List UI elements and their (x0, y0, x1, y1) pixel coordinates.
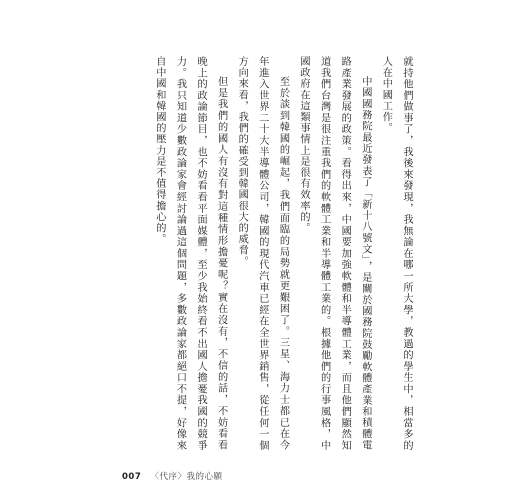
page-footer (122, 470, 222, 482)
paragraph: 中國國務院最近發表了「新十八號文」，是關於國務院鼓勵軟體產業和積體電路產業發展的政策。看得出來，中國要加強軟體和半導體工業，而且他們顯然知道我們台灣是很注重我們的軟體工業和半導體工業的。根據他們的行事風格，中國政府在這類事情上是很有效率的。 (298, 56, 371, 451)
paragraph: 但是我們的國人有沒有對這種情形擔憂呢？實在沒有，不信的話，不妨看看晚上的政論節目，也不妨看看平面媒體，至少我始終看不出國人擔憂我國的競爭力。我只知道少數政論家會經討論過這個問題，多數政論家都絕口不提，好像來自中國和韓國的壓力是不值得擔心的。 (153, 56, 227, 451)
paragraph: 至於談到韓國的崛起，我們面臨的局勢就更艱困了。三星、海力士都已在今年進入世界二十大半導體公司，韓國的現代汽車已經在全世界銷售，從任何一個方向來看，我們的確受到韓國很大的威脅。 (236, 56, 289, 451)
paragraph: 就持他們做事了，我後來發現，我無論在哪一所大學，教過的學生中，相當多的人在中國工作。 (380, 56, 412, 451)
page-body-text (148, 56, 416, 451)
page-number: 007 (122, 472, 142, 482)
running-section-title: 〈代序〉我的心願 (150, 472, 223, 482)
